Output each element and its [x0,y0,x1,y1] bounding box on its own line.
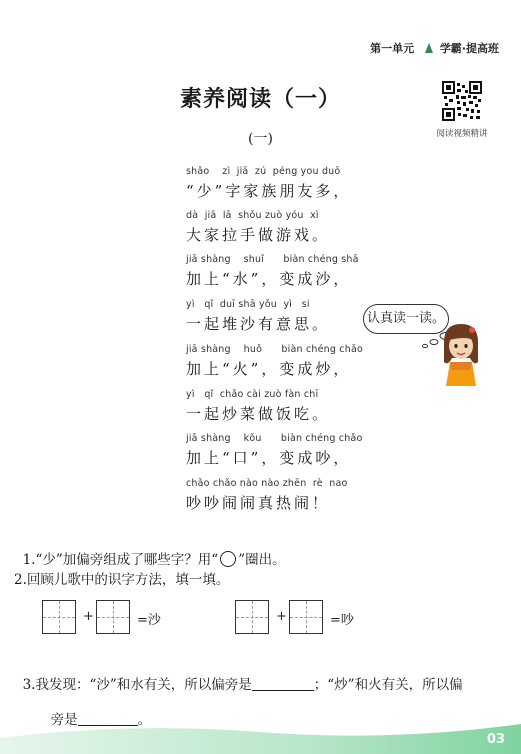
answer-blank[interactable] [252,676,314,691]
section-subtitle: (一) [248,131,273,147]
question-3-text-cont: ；“炒”和火有关，所以偏 [313,677,463,693]
plus-sign: + [83,609,94,624]
footer-band [0,716,521,754]
book-logo-icon [424,42,434,54]
equation-result: =沙 [137,613,161,628]
hanzi-text: 吵吵闹闹真热闹！ [186,494,331,512]
page-header [370,40,499,56]
question-3 [14,657,463,693]
hanzi-text: 一起炒菜做饭吃。 [186,405,331,423]
page-title: 素养阅读（一） [179,87,341,112]
question-1-text: 1.“少”加偏旁组成了哪些字？用“ [22,552,219,568]
hanzi-text: 大家拉手做游戏。 [186,226,331,244]
pinyin-text: yì qǐ duī shā yǒu yì si [186,299,310,310]
circle-symbol-icon [220,551,236,567]
brand-name: 学霸·提高班 [439,42,499,55]
question-3-text-line2: 旁是 [50,712,78,728]
equation-result: =吵 [330,613,354,628]
writing-grid-box[interactable] [289,600,323,634]
qr-caption: 阅读视频精讲 [436,129,488,139]
poem-line [186,210,330,245]
qr-code-icon[interactable] [442,81,482,121]
pinyin-text: yì qǐ chǎo cài zuò fàn chī [186,389,319,400]
hanzi-text: 加上“水”，变成沙， [186,270,352,288]
girl-illustration-icon [440,322,482,388]
poem-line [186,478,348,513]
page-number: 03 [486,732,505,747]
question-2: 2.回顾儿歌中的识字方法，填一填。 [14,572,230,588]
poem-line [186,299,330,334]
plus-sign: + [276,609,287,624]
hanzi-text: 加上“火”，变成炒， [186,360,352,378]
question-1 [14,532,286,568]
poem-line [186,254,359,289]
question-1-text-end: ”圈出。 [238,552,286,568]
poem-line [186,166,351,201]
hanzi-text: 一起堆沙有意思。 [186,315,331,333]
poem-line [186,389,330,424]
pinyin-text: shǎo zì jiā zú péng you duō [186,166,341,177]
question-3-text: 3.我发现：“沙”和水有关，所以偏旁是 [22,677,252,693]
writing-grid-box[interactable] [96,600,130,634]
poem-line [186,433,362,468]
hanzi-text: 加上“口”，变成吵， [186,449,352,467]
question-3-end: 。 [137,712,152,728]
poem-line [186,344,363,379]
writing-grid-box[interactable] [235,600,269,634]
writing-grid-box[interactable] [42,600,76,634]
speech-bubble: 认真读一读。 [363,304,449,334]
pinyin-text: dà jiā lā shǒu zuò yóu xì [186,210,319,221]
pinyin-text: jiā shàng huǒ biàn chéng chǎo [186,344,363,355]
pinyin-text: jiā shàng shuǐ biàn chéng shā [186,254,359,265]
hanzi-text: “少”字家族朋友多， [186,182,352,200]
unit-label: 第一单元 [370,42,415,55]
pinyin-text: jiā shàng kǒu biàn chéng chǎo [186,433,363,444]
pinyin-text: chǎo chǎo nào nào zhēn rè nao [186,478,348,489]
